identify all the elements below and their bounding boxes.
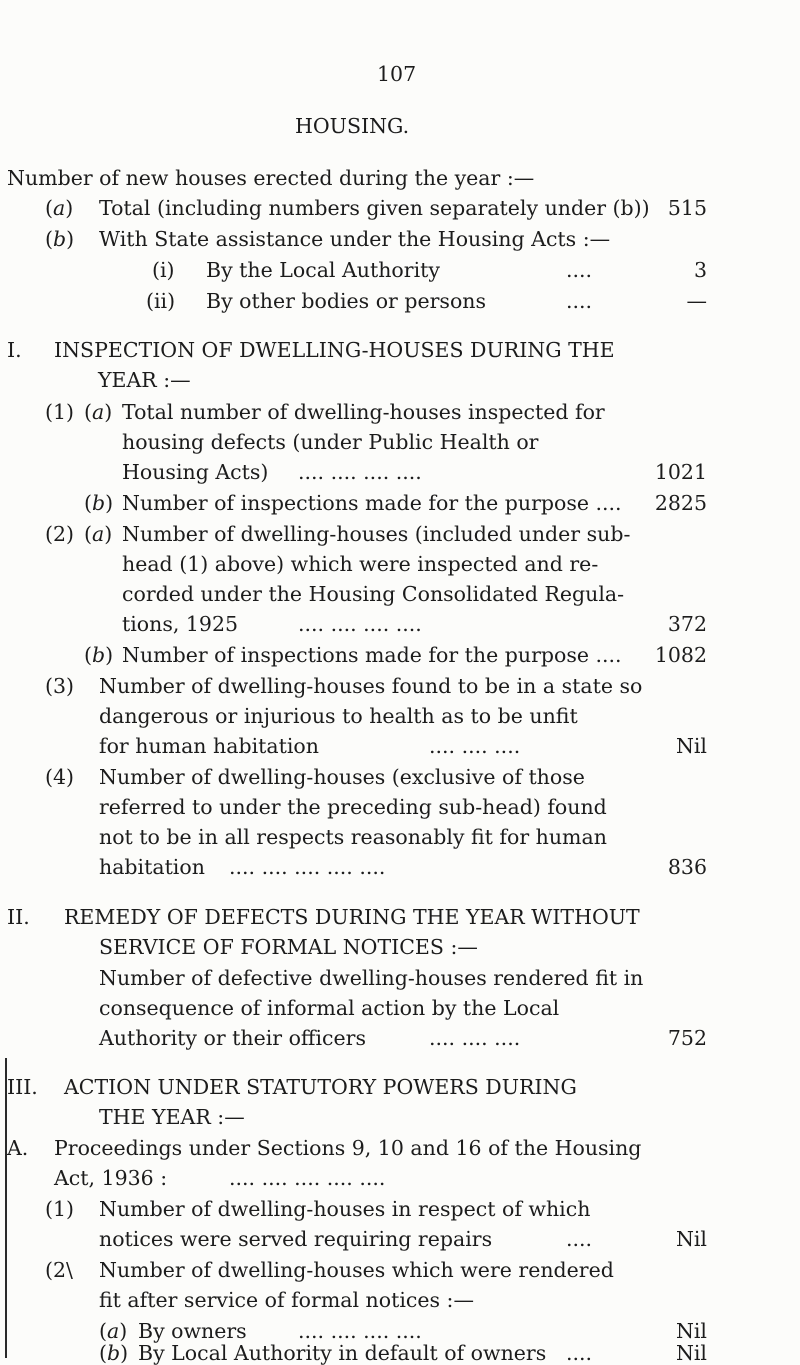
- s3-item2a-dots: .... .... .... ....: [298, 1319, 422, 1343]
- intro-a-text: Total (including numbers given separately under (b)): [99, 196, 650, 220]
- s1-item3-dots: .... .... ....: [429, 734, 521, 758]
- s1-item2b-text: Number of inspections made for the purpose ....: [122, 643, 622, 667]
- s3-item2b-dots: ....: [566, 1341, 593, 1365]
- s3-item2a-value: Nil: [675, 1319, 707, 1343]
- intro-a-value: 515: [667, 196, 707, 220]
- s1-item2a-line3: corded under the Housing Consolidated Regula-: [122, 582, 625, 606]
- s1-item2a-line2: head (1) above) which were inspected and re-: [122, 552, 599, 576]
- section1-numeral: I.: [7, 338, 22, 362]
- s1-item1a-line2: housing defects (under Public Health or: [122, 430, 539, 454]
- intro-b-i-dots: ....: [566, 258, 593, 282]
- section2-numeral: II.: [7, 905, 30, 929]
- s1-item2a-line1: Number of dwelling-houses (included under sub-: [122, 522, 631, 546]
- s1-item1a-value: 1021: [654, 460, 707, 484]
- intro-b-ii-dots: ....: [566, 289, 593, 313]
- intro-b-label: (b): [45, 227, 75, 251]
- s3-a-line1: Proceedings under Sections 9, 10 and 16 of the Housing: [54, 1136, 642, 1160]
- page-number: 107: [377, 62, 417, 86]
- section3-heading-line2: THE YEAR :—: [99, 1105, 245, 1129]
- s3-item2b-value: Nil: [675, 1341, 707, 1365]
- s1-item4-value: 836: [667, 855, 707, 879]
- s1-item1a-line1: Total number of dwelling-houses inspected for: [122, 400, 605, 424]
- section1-heading-line2: YEAR :—: [98, 368, 191, 392]
- s3-item1-line2: notices were served requiring repairs: [99, 1227, 493, 1251]
- s3-a-line2: Act, 1936 :: [54, 1166, 168, 1190]
- s1-item1b-label: (b): [84, 491, 114, 515]
- section3-numeral: III.: [7, 1075, 38, 1099]
- s3-item1-line1: Number of dwelling-houses in respect of which: [99, 1197, 591, 1221]
- intro-b-i-text: By the Local Authority: [206, 258, 440, 282]
- s1-item4-label: (4): [45, 765, 75, 789]
- intro-b-i-value: 3: [693, 258, 707, 282]
- s3-item2-line2: fit after service of formal notices :—: [99, 1288, 474, 1312]
- page-title: HOUSING.: [295, 114, 410, 138]
- intro-b-text: With State assistance under the Housing Acts :—: [99, 227, 611, 251]
- s1-item3-value: Nil: [675, 734, 707, 758]
- s3-item2b-text: By Local Authority in default of owners: [138, 1341, 547, 1365]
- section2-heading-line1: REMEDY OF DEFECTS DURING THE YEAR WITHOUT: [64, 905, 640, 929]
- s3-item1-label: (1): [45, 1197, 75, 1221]
- s3-item2-label: (2\: [45, 1258, 73, 1282]
- s3-item2-line1: Number of dwelling-houses which were rendered: [99, 1258, 614, 1282]
- s3-a-dots: .... .... .... .... ....: [229, 1166, 386, 1190]
- intro-b-ii-label: (ii): [146, 289, 176, 313]
- s2-line1: Number of defective dwelling-houses rendered fit in: [99, 966, 644, 990]
- s2-line2: consequence of informal action by the Local: [99, 996, 560, 1020]
- s1-item1b-text: Number of inspections made for the purpose ....: [122, 491, 622, 515]
- s1-item2a-value: 372: [667, 612, 707, 636]
- s1-item3-line3: for human habitation: [99, 734, 319, 758]
- s1-item2b-value: 1082: [654, 643, 707, 667]
- s1-item2a-label: (a): [84, 522, 113, 546]
- s2-dots: .... .... ....: [429, 1026, 521, 1050]
- s1-item4-line2: referred to under the preceding sub-head) found: [99, 795, 607, 819]
- s1-item1-label: (1): [45, 400, 75, 424]
- s1-item4-dots: .... .... .... .... ....: [229, 855, 386, 879]
- intro-b-ii-text: By other bodies or persons: [206, 289, 487, 313]
- s1-item4-line3: not to be in all respects reasonably fit for human: [99, 825, 607, 849]
- intro-a-label: (a): [45, 196, 74, 220]
- section2-heading-line2: SERVICE OF FORMAL NOTICES :—: [99, 935, 478, 959]
- s1-item1a-label: (a): [84, 400, 113, 424]
- s2-line3: Authority or their officers: [99, 1026, 366, 1050]
- margin-rule: [5, 1058, 7, 1358]
- s3-item2a-label: (a): [99, 1319, 128, 1343]
- s1-item1a-line3: Housing Acts): [122, 460, 269, 484]
- s3-a-label: A.: [7, 1136, 29, 1160]
- s1-item3-label: (3): [45, 674, 75, 698]
- s2-value: 752: [667, 1026, 707, 1050]
- s1-item3-line2: dangerous or injurious to health as to be unfit: [99, 704, 578, 728]
- s1-item4-line1: Number of dwelling-houses (exclusive of those: [99, 765, 585, 789]
- s1-item2a-line4: tions, 1925: [122, 612, 239, 636]
- s3-item2a-text: By owners: [138, 1319, 247, 1343]
- section3-heading-line1: ACTION UNDER STATUTORY POWERS DURING: [64, 1075, 577, 1099]
- intro-b-ii-value: —: [686, 289, 707, 313]
- section1-heading-line1: INSPECTION OF DWELLING-HOUSES DURING THE: [54, 338, 615, 362]
- s1-item3-line1: Number of dwelling-houses found to be in a state so: [99, 674, 643, 698]
- s3-item1-dots: ....: [566, 1227, 593, 1251]
- intro-heading: Number of new houses erected during the year :—: [7, 166, 535, 190]
- s1-item1b-value: 2825: [654, 491, 707, 515]
- intro-b-i-label: (i): [152, 258, 175, 282]
- s1-item2-label: (2): [45, 522, 75, 546]
- s1-item2a-dots: .... .... .... ....: [298, 612, 422, 636]
- s1-item1a-dots: .... .... .... ....: [298, 460, 422, 484]
- s1-item4-line4: habitation: [99, 855, 205, 879]
- s1-item2b-label: (b): [84, 643, 114, 667]
- s3-item1-value: Nil: [675, 1227, 707, 1251]
- s3-item2b-label: (b): [99, 1341, 129, 1365]
